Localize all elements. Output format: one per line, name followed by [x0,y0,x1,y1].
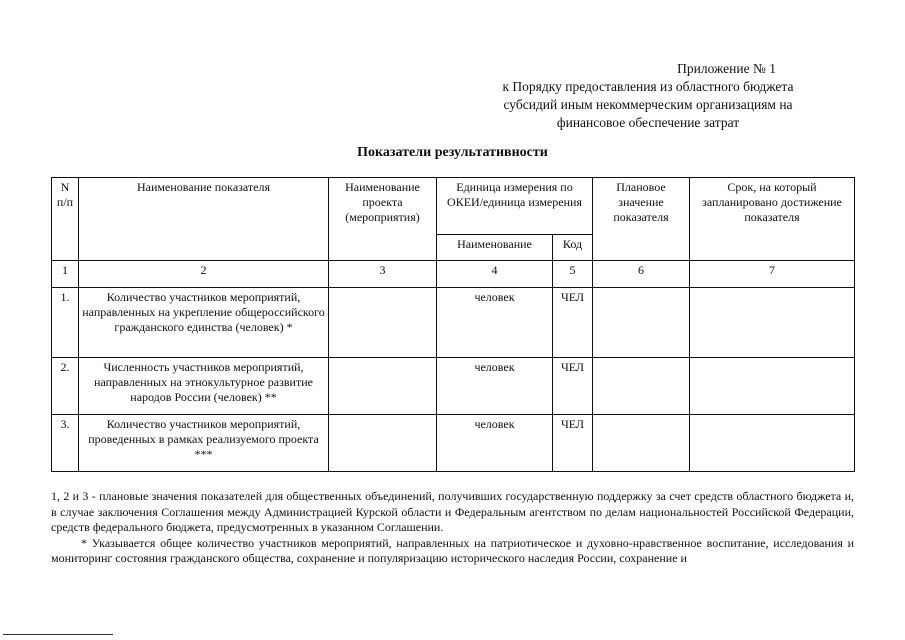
header-unit-code: Код [553,235,593,261]
column-number: 4 [437,261,553,288]
appendix-line-1: к Порядку предоставления из областного бюджета [502,79,794,94]
header-no: N п/п [52,178,79,261]
project-name [329,358,437,415]
appendix-number: Приложение № 1 [677,61,776,76]
deadline [690,288,855,358]
column-number: 1 [52,261,79,288]
footnote-asterisk: * Указывается общее количество участников мероприятий, направленных на патриотическое и духовно-нравственное воспитание, исследования и мониторинг состояния гражданского общества, сохранение и популяризацию исторического наследия России, сохранение и [51,535,854,565]
indicator-name: Численность участников мероприятий, направленных на этнокультурное развитие народов России (человек) ** [79,358,329,415]
table-row [52,358,855,415]
document-title: Показатели результативности [357,145,548,160]
header-project: Наименование проекта (мероприятия) [329,178,437,261]
deadline [690,358,855,415]
appendix-line-3: финансовое обеспечение затрат [556,115,740,130]
indicators-table [51,177,855,472]
project-name [329,415,437,472]
header-indicator: Наименование показателя [79,178,329,261]
footnote-separator [3,634,113,635]
unit-code: ЧЕЛ [553,288,593,358]
unit-code: ЧЕЛ [553,415,593,472]
indicator-name: Количество участников мероприятий, направленных на укрепление общероссийского гражданского единства (человек) * [79,288,329,358]
unit-name: человек [437,415,553,472]
column-number: 7 [690,261,855,288]
column-number: 2 [79,261,329,288]
column-number: 3 [329,261,437,288]
row-number: 3. [52,415,79,472]
table-row [52,288,855,358]
header-deadline: Срок, на который запланировано достижение показателя [690,178,855,261]
footnote-1-2-3: 1, 2 и 3 - плановые значения показателей для общественных объединений, получивших государственную поддержку за счет средств областного бюджета и, в случае заключения Соглашения между Администрацией Курской области и Федеральным агентством по делам национальностей Российской Федерации, средств федерального бюджета, предусмотренных в указанном Соглашении. [51,489,854,534]
appendix-line-2: субсидий иным некоммерческим организациям на [503,97,793,112]
unit-name: человек [437,288,553,358]
column-number: 5 [553,261,593,288]
planned-value [593,415,690,472]
column-number-row [52,261,855,288]
header-unit-name: Наименование [437,235,553,261]
planned-value [593,358,690,415]
indicator-name: Количество участников мероприятий, проведенных в рамках реализуемого проекта *** [79,415,329,472]
column-number: 6 [593,261,690,288]
header-planned: Плановое значение показателя [593,178,690,261]
project-name [329,288,437,358]
deadline [690,415,855,472]
appendix-header [478,60,818,132]
header-row [52,178,855,235]
planned-value [593,288,690,358]
unit-code: ЧЕЛ [553,358,593,415]
row-number: 2. [52,358,79,415]
table-row [52,415,855,472]
row-number: 1. [52,288,79,358]
unit-name: человек [437,358,553,415]
footnotes [51,489,854,567]
header-unit-group: Единица измерения по ОКЕИ/единица измерения [437,178,593,235]
